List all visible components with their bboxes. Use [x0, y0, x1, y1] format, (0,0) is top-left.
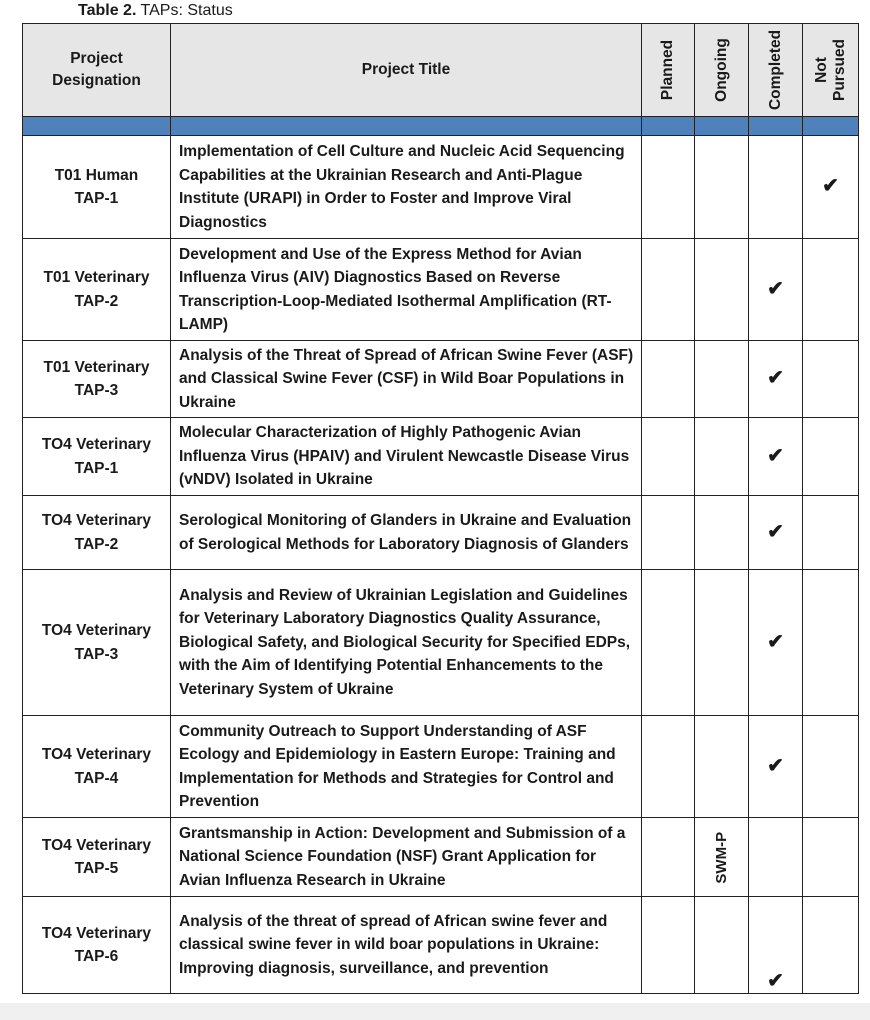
status-not-pursued-cell [803, 716, 859, 818]
checkmark-icon: ✔ [767, 277, 784, 300]
status-completed-cell [749, 818, 803, 897]
project-designation: T01 Human TAP-1 [23, 136, 171, 239]
project-title: Community Outreach to Support Understanding of ASF Ecology and Epidemiology in Eastern Europe: Training and Implementation for Methods and Strategies for Control and Prevention [171, 716, 642, 818]
table-caption [78, 2, 233, 20]
header-row [23, 24, 859, 117]
table-row [23, 570, 859, 716]
status-not-pursued-cell [803, 341, 859, 418]
status-planned-cell [642, 818, 695, 897]
table-row [23, 341, 859, 418]
table-row [23, 897, 859, 994]
header-not-pursued: Not Pursued [803, 24, 859, 117]
status-planned-cell [642, 496, 695, 570]
table-row [23, 818, 859, 897]
project-designation: TO4 Veterinary TAP-1 [23, 418, 171, 496]
header-title: Project Title [171, 24, 642, 117]
status-ongoing-cell [695, 897, 749, 994]
table-row [23, 239, 859, 341]
header-ongoing: Ongoing [695, 24, 749, 117]
status-not-pursued-cell [803, 818, 859, 897]
status-ongoing-cell [695, 136, 749, 239]
status-not-pursued-cell [803, 136, 859, 239]
status-ongoing-cell [695, 716, 749, 818]
page-bottom-strip [0, 1003, 870, 1020]
table-row [23, 418, 859, 496]
status-completed-cell [749, 418, 803, 496]
status-completed-cell [749, 341, 803, 418]
project-designation: TO4 Veterinary TAP-4 [23, 716, 171, 818]
status-completed-cell [749, 716, 803, 818]
caption-label: Table 2. [78, 2, 137, 19]
status-planned-cell [642, 136, 695, 239]
project-title: Analysis and Review of Ukrainian Legislation and Guidelines for Veterinary Laboratory Diagnostics Quality Assurance, Biological Safety, and Biological Security for Specified EDPs, with the Aim of Identifying Potential Enhancements to the Veterinary System of Ukraine [171, 570, 642, 716]
checkmark-icon: ✔ [767, 367, 784, 390]
status-note: SWM-P [712, 831, 730, 884]
table-row [23, 716, 859, 818]
status-not-pursued-cell [803, 239, 859, 341]
project-title: Analysis of the Threat of Spread of African Swine Fever (ASF) and Classical Swine Fever (CSF) in Wild Boar Populations in Ukraine [171, 341, 642, 418]
project-designation: TO4 Veterinary TAP-5 [23, 818, 171, 897]
status-ongoing-cell [695, 239, 749, 341]
status-completed-cell [749, 239, 803, 341]
header-planned: Planned [642, 24, 695, 117]
status-ongoing-cell [695, 496, 749, 570]
project-title: Grantsmanship in Action: Development and Submission of a National Science Foundation (NSF) Grant Application for Avian Influenza Research in Ukraine [171, 818, 642, 897]
status-not-pursued-cell [803, 496, 859, 570]
status-planned-cell [642, 897, 695, 994]
status-planned-cell [642, 341, 695, 418]
status-planned-cell [642, 418, 695, 496]
checkmark-icon: ✔ [767, 444, 784, 467]
project-designation: TO4 Veterinary TAP-3 [23, 570, 171, 716]
project-title: Analysis of the threat of spread of African swine fever and classical swine fever in wild boar populations in Ukraine: Improving diagnosis, surveillance, and prevention [171, 897, 642, 994]
taps-status-table [22, 23, 859, 994]
status-completed-cell [749, 570, 803, 716]
checkmark-icon: ✔ [767, 520, 784, 543]
header-separator-row [23, 117, 859, 136]
status-not-pursued-cell [803, 897, 859, 994]
caption-text: TAPs: Status [136, 2, 233, 19]
status-planned-cell [642, 239, 695, 341]
checkmark-icon: ✔ [767, 754, 784, 777]
status-completed-cell [749, 897, 803, 994]
status-ongoing-cell [695, 341, 749, 418]
status-ongoing-cell [695, 418, 749, 496]
header-completed: Completed [749, 24, 803, 117]
table-row [23, 136, 859, 239]
project-title: Serological Monitoring of Glanders in Ukraine and Evaluation of Serological Methods for Laboratory Diagnosis of Glanders [171, 496, 642, 570]
checkmark-icon: ✔ [767, 630, 784, 653]
status-planned-cell [642, 570, 695, 716]
status-completed-cell [749, 496, 803, 570]
checkmark-icon: ✔ [822, 175, 839, 198]
status-planned-cell [642, 716, 695, 818]
table-row [23, 496, 859, 570]
header-designation: Project Designation [23, 24, 171, 117]
status-ongoing-cell [695, 570, 749, 716]
project-title: Implementation of Cell Culture and Nucleic Acid Sequencing Capabilities at the Ukrainian Research and Anti-Plague Institute (URAPI) in Order to Foster and Improve Viral Diagnostics [171, 136, 642, 239]
project-title: Development and Use of the Express Method for Avian Influenza Virus (AIV) Diagnostics Based on Reverse Transcription-Loop-Mediated Isothermal Amplification (RT-LAMP) [171, 239, 642, 341]
status-ongoing-cell [695, 818, 749, 897]
project-designation: T01 Veterinary TAP-3 [23, 341, 171, 418]
project-title: Molecular Characterization of Highly Pathogenic Avian Influenza Virus (HPAIV) and Virulent Newcastle Disease Virus (vNDV) Isolated in Ukraine [171, 418, 642, 496]
checkmark-icon: ✔ [767, 969, 784, 992]
project-designation: T01 Veterinary TAP-2 [23, 239, 171, 341]
status-not-pursued-cell [803, 570, 859, 716]
status-not-pursued-cell [803, 418, 859, 496]
project-designation: TO4 Veterinary TAP-6 [23, 897, 171, 994]
project-designation: TO4 Veterinary TAP-2 [23, 496, 171, 570]
status-completed-cell [749, 136, 803, 239]
